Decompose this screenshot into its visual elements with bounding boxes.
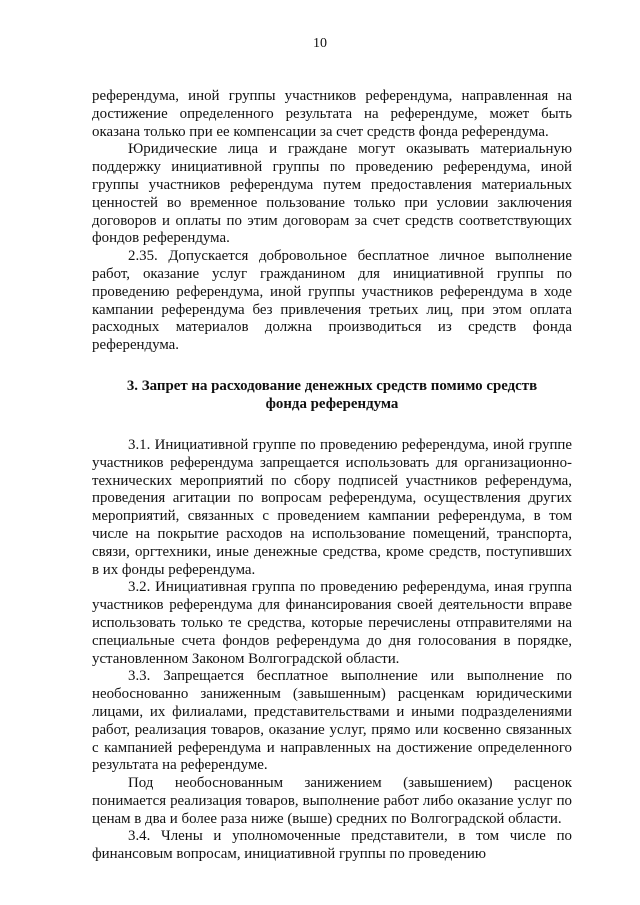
- paragraph-3-3: 3.3. Запрещается бесплатное выполнение или выполнение по необоснованно заниженным (завышенным) расценкам юридическими лицами, их филиалами, представительствами и иными подразделениями работ, реализация товаров, оказание услуг, прямо или косвенно связанных с кампанией референдума и направленных на достижение определенного результата на референдуме.: [92, 668, 572, 774]
- document-body: [92, 88, 572, 864]
- paragraph-material-support: Юридические лица и граждане могут оказывать материальную поддержку инициативной группы по проведению референдума, иной группы участников референдума путем предоставления материальных ценностей во временное пользование только при условии заключения договоров и оплаты по этим договорам за счет средств соответствующих фондов референдума.: [92, 141, 572, 247]
- page-number: 10: [313, 36, 327, 51]
- paragraph-continuation: референдума, иной группы участников референдума, направленная на достижение определенного результата на референдуме, может быть оказана только при ее компенсации за счет средств фонда референдума.: [92, 88, 572, 140]
- section-3-heading-line1: 3. Запрет на расходование денежных средств помимо средств: [126, 377, 538, 394]
- paragraph-3-2: 3.2. Инициативная группа по проведению референдума, иная группа участников референдума для финансирования своей деятельности вправе использовать только те средства, которые перечислены отправителями на специальные счета фондов референдума до дня голосования в порядке, установленном Законом Волгоградской области.: [92, 579, 572, 667]
- paragraph-3-4: 3.4. Члены и уполномоченные представители, в том числе по финансовым вопросам, инициативной группы по проведению: [92, 828, 572, 863]
- section-3-heading: [92, 377, 572, 413]
- section-3-heading-line2: фонда референдума: [265, 395, 399, 412]
- paragraph-price-definition: Под необоснованным занижением (завышением) расценок понимается реализация товаров, выполнение работ либо оказание услуг по ценам в два и более раза ниже (выше) средних по Волгоградской области.: [92, 775, 572, 827]
- paragraph-2-35: 2.35. Допускается добровольное бесплатное личное выполнение работ, оказание услуг гражданином для инициативной группы по проведению референдума, иной группы участников референдума в ходе кампании референдума без привлечения третьих лиц, при этом оплата расходных материалов должна производиться из средств фонда референдума.: [92, 248, 572, 354]
- paragraph-3-1: 3.1. Инициативной группе по проведению референдума, иной группе участников референдума запрещается использовать для организационно-технических мероприятий по сбору подписей участников референдума, проведения агитации по вопросам референдума, осуществления других мероприятий, связанных с проведением кампании референдума, в том числе на покрытие расходов на использование помещений, транспорта, связи, оргтехники, иные денежные средства, кроме средств, поступивших в их фонды референдума.: [92, 436, 572, 578]
